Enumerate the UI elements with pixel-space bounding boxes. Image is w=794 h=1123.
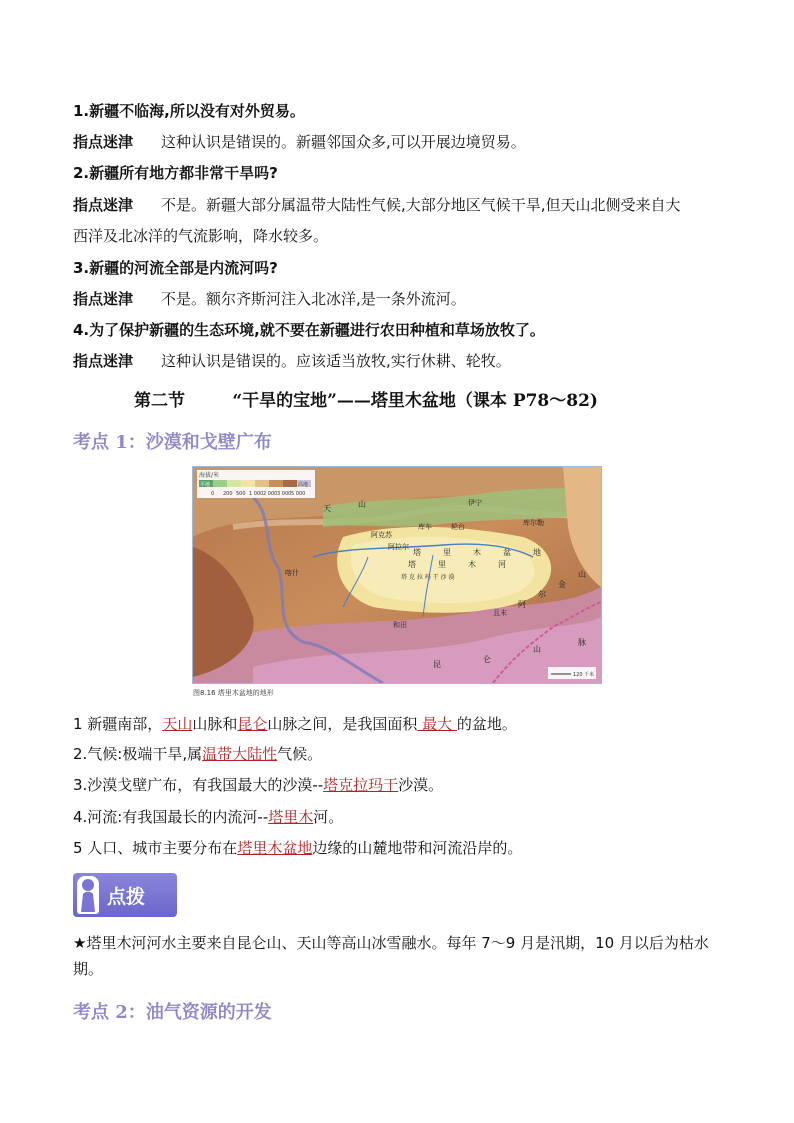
legend-tick: 1 000: [249, 491, 264, 497]
fact-answer: 塔里木盆地: [237, 839, 313, 857]
fact-text: 边缘的山麓地带和河流沿岸的。: [312, 839, 523, 857]
map-label: 天: [323, 504, 331, 513]
answer-4: [73, 350, 511, 372]
map-label: 昆: [433, 660, 441, 669]
person-icon: [77, 876, 99, 914]
map-label: 库车: [418, 523, 432, 531]
legend-low: 平地: [200, 482, 211, 488]
legend-tick: 5 000: [291, 491, 306, 497]
answer-3: [73, 288, 466, 310]
map-label: 阿克苏: [371, 531, 392, 539]
fact-text: 5 人口、城市主要分布在: [73, 839, 238, 857]
fact-answer: 温带大陆性: [202, 745, 278, 763]
fact-1: [73, 713, 517, 735]
tip-label: 指点迷津: [73, 196, 134, 214]
dianbo-label: 点拨: [107, 886, 146, 908]
map-label: 喀什: [285, 569, 299, 577]
map-label: 仑: [483, 655, 491, 664]
legend-tick: 3 000: [277, 491, 292, 497]
map-label: 山: [578, 570, 586, 579]
fact-answer: 昆仑: [237, 715, 268, 733]
map-caption: 图8.16 塔里木盆地的地形: [193, 689, 274, 697]
map-label: 山: [358, 500, 366, 509]
legend-tick: 200: [223, 491, 233, 497]
map-label: 且末: [493, 609, 507, 617]
tip-label: 指点迷津: [73, 290, 134, 308]
fact-text: 沙漠。: [398, 776, 444, 794]
map-label: 木: [468, 560, 476, 569]
fact-text: 3.沙漠戈壁广布，有我国最大的沙漠--: [73, 776, 324, 794]
legend-tick: 2 000: [263, 491, 278, 497]
map-label: 木: [473, 548, 481, 557]
section-title: 第二节 “干旱的宝地”——塔里木盆地（课本 P78～82): [134, 391, 598, 411]
note-paragraph: ★塔里木河河水主要来自昆仑山、天山等高山冰雪融水。每年 7～9 月是汛期，10 月以后为枯水期。: [73, 934, 709, 978]
legend-title: 海拔/米: [199, 472, 220, 479]
map-label: 伊宁: [468, 499, 482, 507]
fact-answer: 天山: [162, 715, 193, 733]
map-label: 塔: [413, 548, 421, 557]
map-label: 里: [438, 560, 446, 569]
fact-text: 2.气候:极端干旱,属: [73, 745, 203, 763]
map-label: 脉: [578, 638, 586, 647]
answer-2-continued: 西洋及北冰洋的气流影响，降水较多。: [73, 227, 329, 245]
kaodian-2-heading: 考点 2：油气资源的开发: [73, 1002, 272, 1023]
answer-text: 不是。额尔齐斯河注入北冰洋,是一条外流河。: [161, 290, 466, 308]
kaodian-1-heading: 考点 1：沙漠和戈壁广布: [73, 432, 272, 453]
map-label: 塔 克 拉 玛 干 沙 漠: [401, 574, 455, 581]
fact-3: [73, 774, 443, 796]
legend-high: 高地: [298, 482, 309, 488]
answer-text: 这种认识是错误的。新疆邻国众多,可以开展边境贸易。: [161, 133, 526, 151]
question-2: 2.新疆所有地方都非常干旱吗?: [73, 164, 278, 182]
question-4: 4.为了保护新疆的生态环境,就不要在新疆进行农田种植和草场放牧了。: [73, 321, 545, 339]
map-label: 阿: [518, 600, 526, 609]
fact-text: 的盆地。: [456, 715, 517, 733]
terrain-map-svg: [193, 467, 601, 683]
map-label: 阿拉尔: [388, 543, 409, 551]
fact-5: [73, 837, 522, 859]
answer-1: [73, 131, 526, 153]
answer-2: [73, 194, 681, 216]
fact-text: 1 新疆南部，: [73, 715, 163, 733]
fact-answer: 最大: [417, 715, 457, 733]
fact-text: 山脉之间，是我国面积: [267, 715, 418, 733]
map-label: 金: [558, 580, 566, 589]
answer-text: 这种认识是错误的。应该适当放牧,实行休耕、轮牧。: [161, 352, 511, 370]
map-label: 里: [443, 548, 451, 557]
map-label: 和田: [393, 621, 407, 629]
legend-tick: 500: [236, 491, 246, 497]
fact-answer: 塔克拉玛干: [323, 776, 399, 794]
legend-ticks: [211, 491, 305, 497]
fact-text: 4.河流:有我国最长的内流河--: [73, 808, 269, 826]
fact-4: [73, 806, 343, 828]
fact-text: 河。: [313, 808, 344, 826]
fact-text: 山脉和: [192, 715, 238, 733]
map-label: 盆: [503, 548, 511, 557]
question-3: 3.新疆的河流全部是内流河吗?: [73, 259, 278, 277]
fact-answer: 塔里木: [268, 808, 314, 826]
fact-text: 气候。: [277, 745, 323, 763]
answer-text: 不是。新疆大部分属温带大陆性气候,大部分地区气候干旱,但天山北侧受来自大: [161, 196, 681, 214]
tip-label: 指点迷津: [73, 352, 134, 370]
dianbo-badge: [73, 873, 177, 917]
question-1: 1.新疆不临海,所以没有对外贸易。: [73, 102, 305, 120]
map-label: 河: [498, 560, 506, 569]
map-label: 山: [533, 645, 541, 654]
map-label: 地: [533, 548, 541, 557]
map-label: 库尔勒: [523, 519, 544, 527]
map-label: 塔: [408, 560, 416, 569]
map-label: 轮台: [451, 523, 465, 531]
tarim-basin-map: [192, 466, 602, 684]
fact-2: [73, 743, 322, 765]
legend-tick: 0: [211, 491, 215, 497]
tip-label: 指点迷津: [73, 133, 134, 151]
scale-label: 120 千米: [573, 672, 595, 678]
map-label: 尔: [538, 590, 546, 599]
